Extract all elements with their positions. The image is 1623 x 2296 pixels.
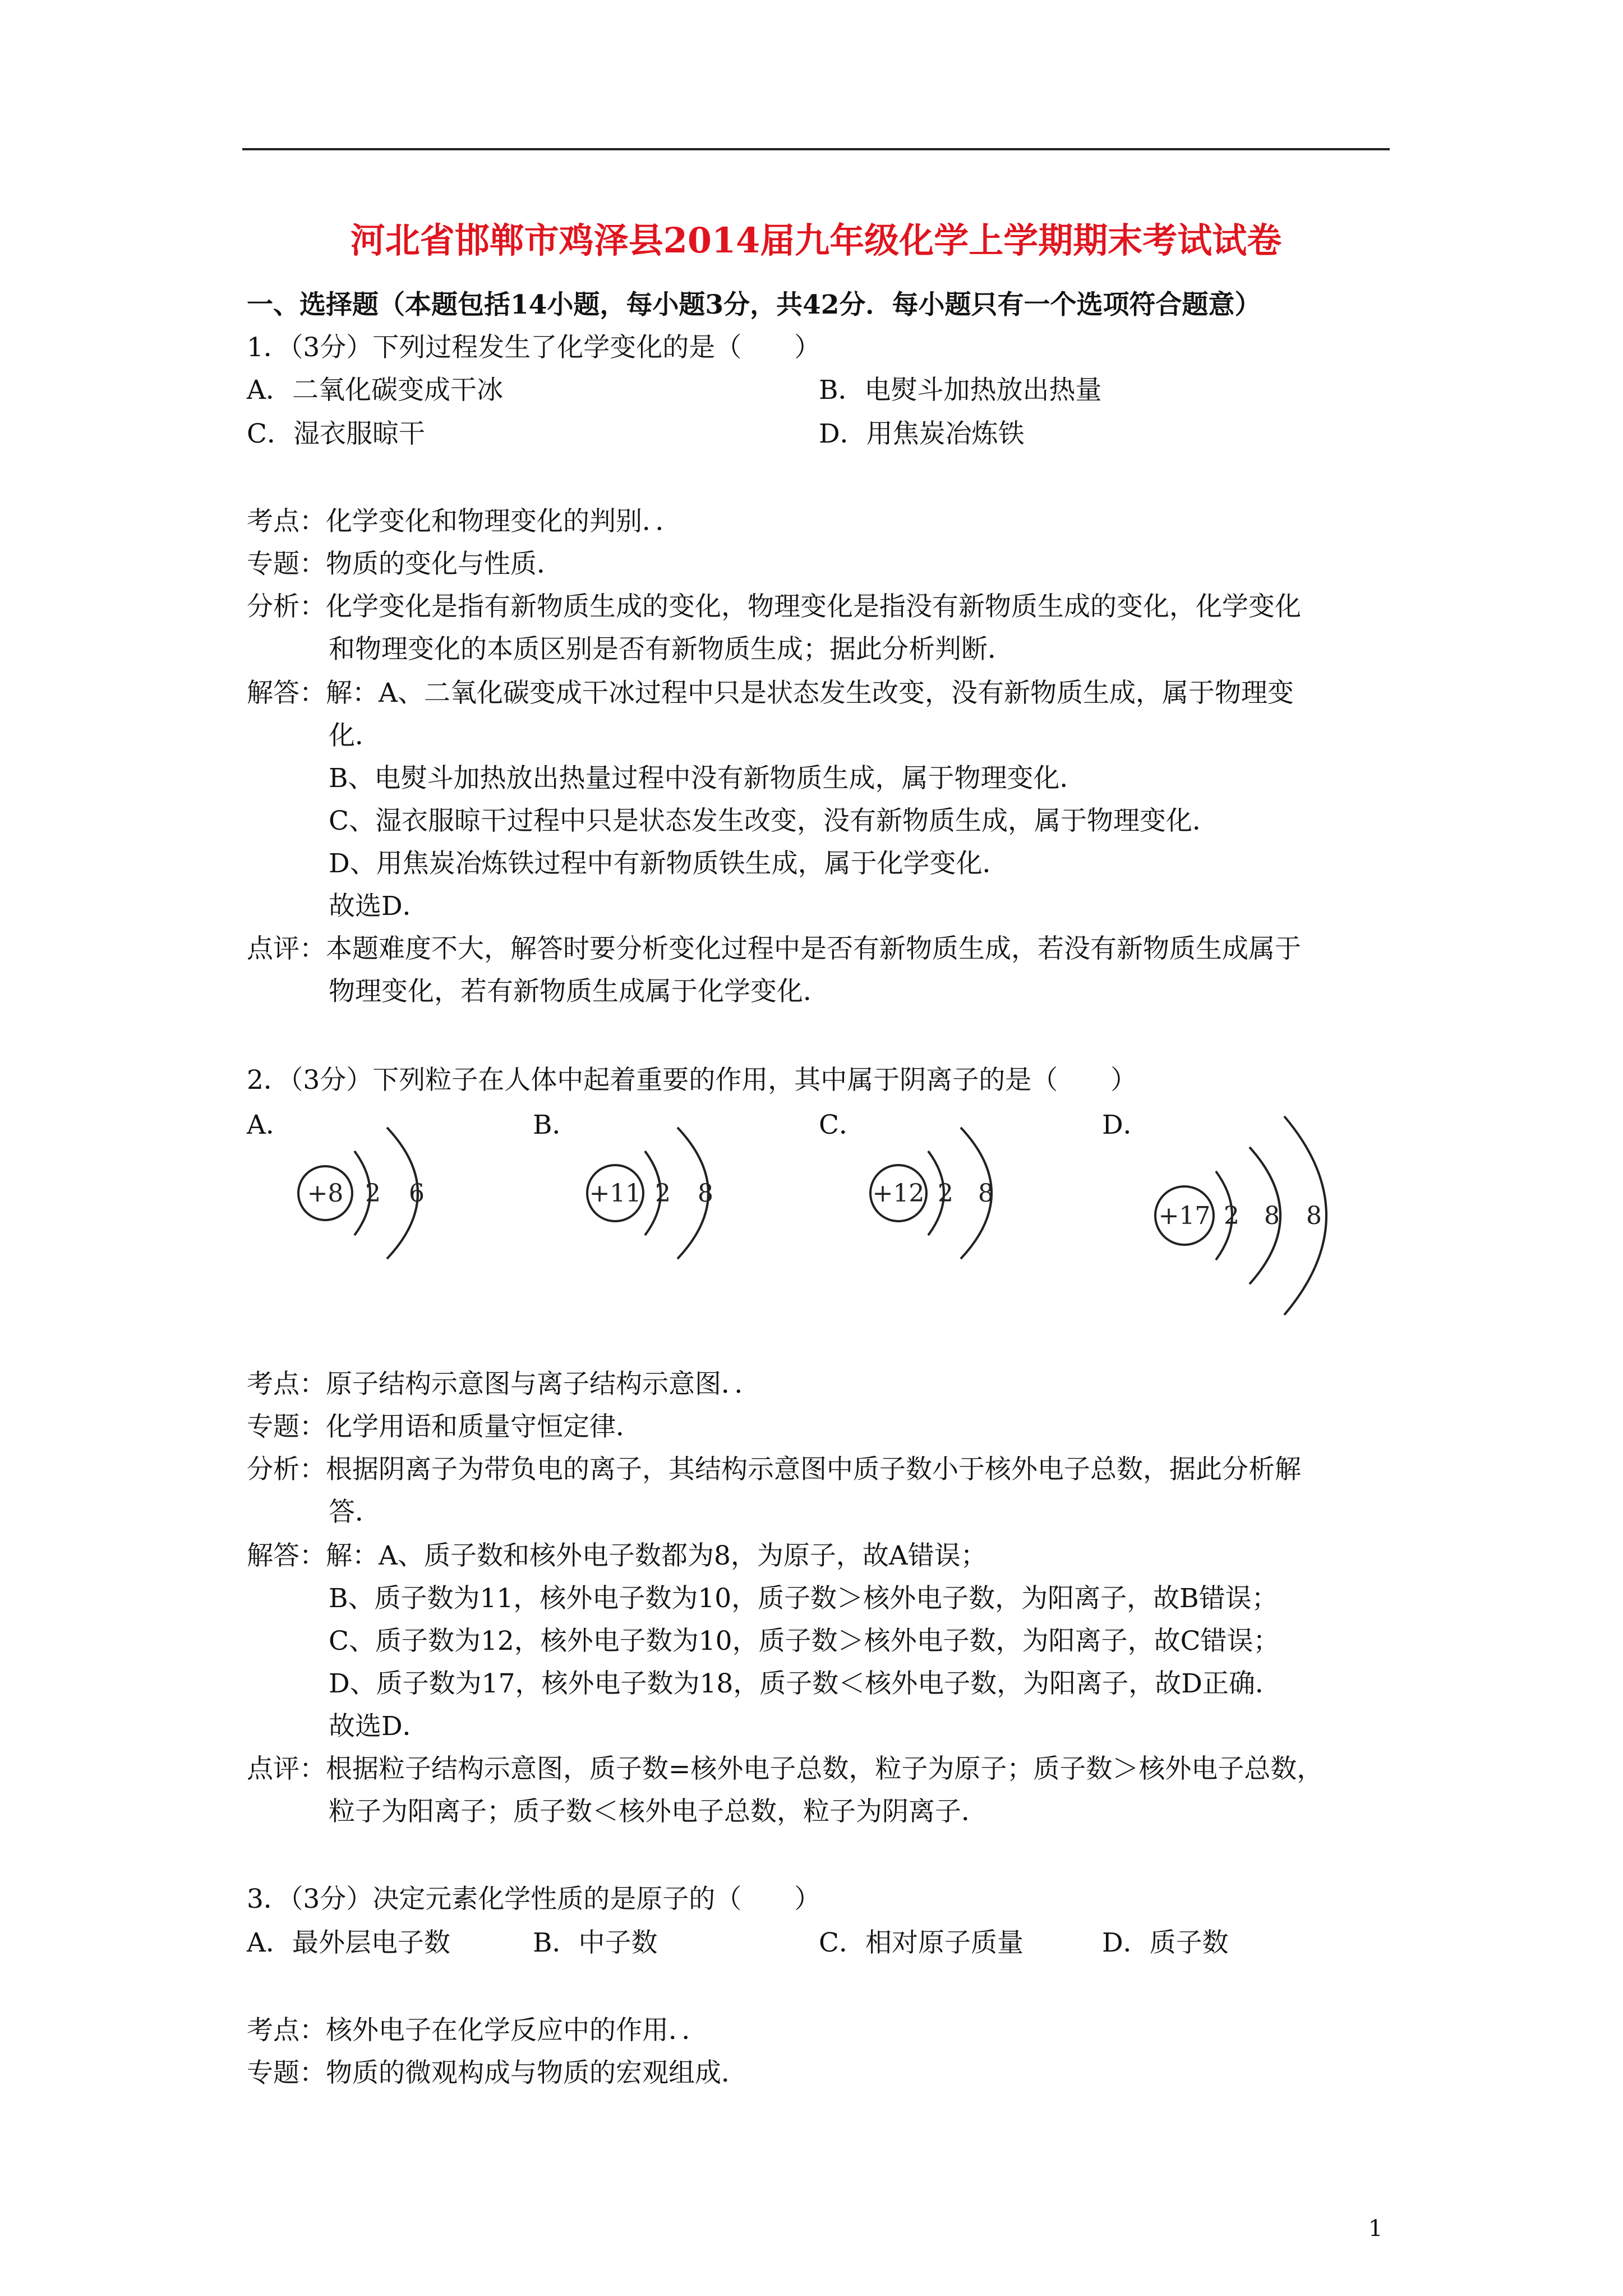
diagram-a-nucleus-label: +8: [307, 1179, 344, 1208]
q1-dianping-line2: 物理变化，若有新物质生成属于化学变化．: [329, 976, 829, 1007]
diagram-a: [298, 1128, 425, 1259]
diagram-b: [587, 1128, 713, 1259]
q2-jieda-line3: C、质子数为12，核外电子数为10，质子数＞核外电子数，为阳离子，故C错误；: [329, 1626, 1280, 1657]
q3-kaodian: 考点：核外电子在化学反应中的作用．．: [247, 2015, 708, 2046]
q1-fenxi-line1: 分析：化学变化是指有新物质生成的变化，物理变化是指没有新物质生成的变化，化学变化: [247, 591, 1301, 622]
q1-kaodian: 考点：化学变化和物理变化的判别．．: [247, 506, 682, 537]
q1-zhuanti: 专题：物质的变化与性质．: [247, 549, 563, 579]
q2-kaodian: 考点：原子结构示意图与离子结构示意图．．: [247, 1369, 761, 1400]
diagram-d-nucleus-label: +17: [1158, 1202, 1211, 1230]
q3-option-b: B．中子数: [533, 1927, 658, 1958]
q1-jieda-line5: D、用焦炭冶炼铁过程中有新物质铁生成，属于化学变化．: [329, 848, 1009, 879]
q2-dianping-line1: 点评：根据粒子结构示意图，质子数=核外电子总数，粒子为原子；质子数＞核外电子总数，: [247, 1754, 1324, 1784]
q2-dianping-line2: 粒子为阳离子；质子数＜核外电子总数，粒子为阴离子．: [329, 1796, 988, 1827]
diagram-c-shell-1: [928, 1151, 944, 1235]
section-heading: 一、选择题（本题包括14小题，每小题3分，共42分．每小题只有一个选项符合题意）: [247, 289, 1261, 320]
q1-dianping-line1: 点评：本题难度不大，解答时要分析变化过程中是否有新物质生成，若没有新物质生成属于: [247, 933, 1301, 964]
diagram-c-shell-2: [961, 1128, 992, 1259]
diagram-c: [870, 1128, 994, 1259]
q1-fenxi-line2: 和物理变化的本质区别是否有新物质生成；据此分析判断．: [329, 634, 1014, 665]
q2-jieda-line1: 解答：解：A、质子数和核外电子数都为8，为原子，故A错误；: [247, 1540, 987, 1571]
q1-option-b: B．电熨斗加热放出热量: [819, 375, 1102, 406]
diagram-b-shell-1-count: 2: [655, 1179, 671, 1208]
q1-jieda-line3: B、电熨斗加热放出热量过程中没有新物质生成，属于物理变化．: [329, 763, 1086, 794]
q3-option-a: A．最外层电子数: [247, 1927, 450, 1958]
diagram-d-shell-3-count: 8: [1306, 1202, 1322, 1230]
q1-option-d: D．用焦炭冶炼铁: [819, 418, 1025, 449]
diagram-d-shell-2-count: 8: [1264, 1202, 1280, 1230]
diagram-c-shell-2-count: 8: [978, 1179, 994, 1208]
q3-option-c: C．相对原子质量: [819, 1927, 1023, 1958]
q2-option-d-label: D．: [1102, 1110, 1150, 1140]
diagram-d-shell-1-count: 2: [1224, 1202, 1239, 1230]
q1-option-c: C．湿衣服晾干: [247, 418, 425, 449]
q1-jieda-line4: C、湿衣服晾干过程中只是状态发生改变，没有新物质生成，属于物理变化．: [329, 806, 1219, 836]
q2-zhuanti: 专题：化学用语和质量守恒定律．: [247, 1411, 642, 1442]
q2-option-c-label: C．: [819, 1110, 865, 1140]
diagram-d-shell-3: [1284, 1116, 1326, 1315]
diagram-b-shell-2-count: 8: [698, 1179, 713, 1208]
q2-jieda-line5: 故选D．: [329, 1711, 429, 1742]
q2-stem: 2．（3分）下列粒子在人体中起着重要的作用，其中属于阴离子的是（ ）: [247, 1065, 1137, 1096]
q2-option-b-label: B．: [533, 1110, 579, 1140]
diagram-b-shell-1: [645, 1151, 661, 1235]
diagram-a-shell-1: [354, 1151, 370, 1235]
diagram-c-nucleus: [870, 1165, 926, 1221]
diagram-c-shell-1-count: 2: [938, 1179, 953, 1208]
q1-jieda-line1: 解答：解：A、二氧化碳变成干冰过程中只是状态发生改变，没有新物质生成，属于物理变: [247, 678, 1294, 708]
diagram-d-nucleus: [1155, 1186, 1214, 1245]
q3-stem: 3．（3分）决定元素化学性质的是原子的（ ）: [247, 1884, 821, 1915]
header-rule: [242, 148, 1390, 150]
q2-option-a-label: A．: [247, 1110, 292, 1140]
q1-jieda-line6: 故选D．: [329, 891, 429, 922]
q1-stem: 1．（3分）下列过程发生了化学变化的是（ ）: [247, 332, 821, 363]
diagram-d-shell-1: [1216, 1171, 1232, 1260]
exam-title: 河北省邯郸市鸡泽县2014届九年级化学上学期期末考试试卷: [350, 220, 1282, 261]
q1-jieda-line2: 化．: [329, 720, 381, 751]
diagram-a-nucleus: [298, 1166, 352, 1220]
q2-jieda-line4: D、质子数为17，核外电子数为18，质子数＜核外电子数，为阳离子，故D正确．: [329, 1668, 1281, 1699]
diagram-b-shell-2: [677, 1128, 708, 1259]
page-number: 1: [1368, 2216, 1383, 2242]
q2-fenxi-line1: 分析：根据阴离子为带负电的离子，其结构示意图中质子数小于核外电子总数，据此分析解: [247, 1454, 1301, 1485]
diagram-c-nucleus-label: +12: [872, 1179, 925, 1208]
diagram-a-shell-2: [387, 1128, 418, 1259]
diagram-b-nucleus-label: +11: [589, 1179, 642, 1208]
diagram-a-shell-1-count: 2: [365, 1179, 381, 1208]
q1-option-a: A．二氧化碳变成干冰: [247, 375, 503, 406]
diagram-b-nucleus: [587, 1165, 643, 1221]
diagram-d: [1155, 1116, 1326, 1315]
q2-fenxi-line2: 答．: [329, 1497, 381, 1527]
diagram-a-shell-2-count: 6: [409, 1179, 425, 1208]
q3-option-d: D．质子数: [1102, 1927, 1229, 1958]
q3-zhuanti: 专题：物质的微观构成与物质的宏观组成．: [247, 2058, 748, 2088]
diagram-d-shell-2: [1249, 1147, 1280, 1284]
q2-jieda-line2: B、质子数为11，核外电子数为10，质子数＞核外电子数，为阳离子，故B错误；: [329, 1583, 1278, 1614]
